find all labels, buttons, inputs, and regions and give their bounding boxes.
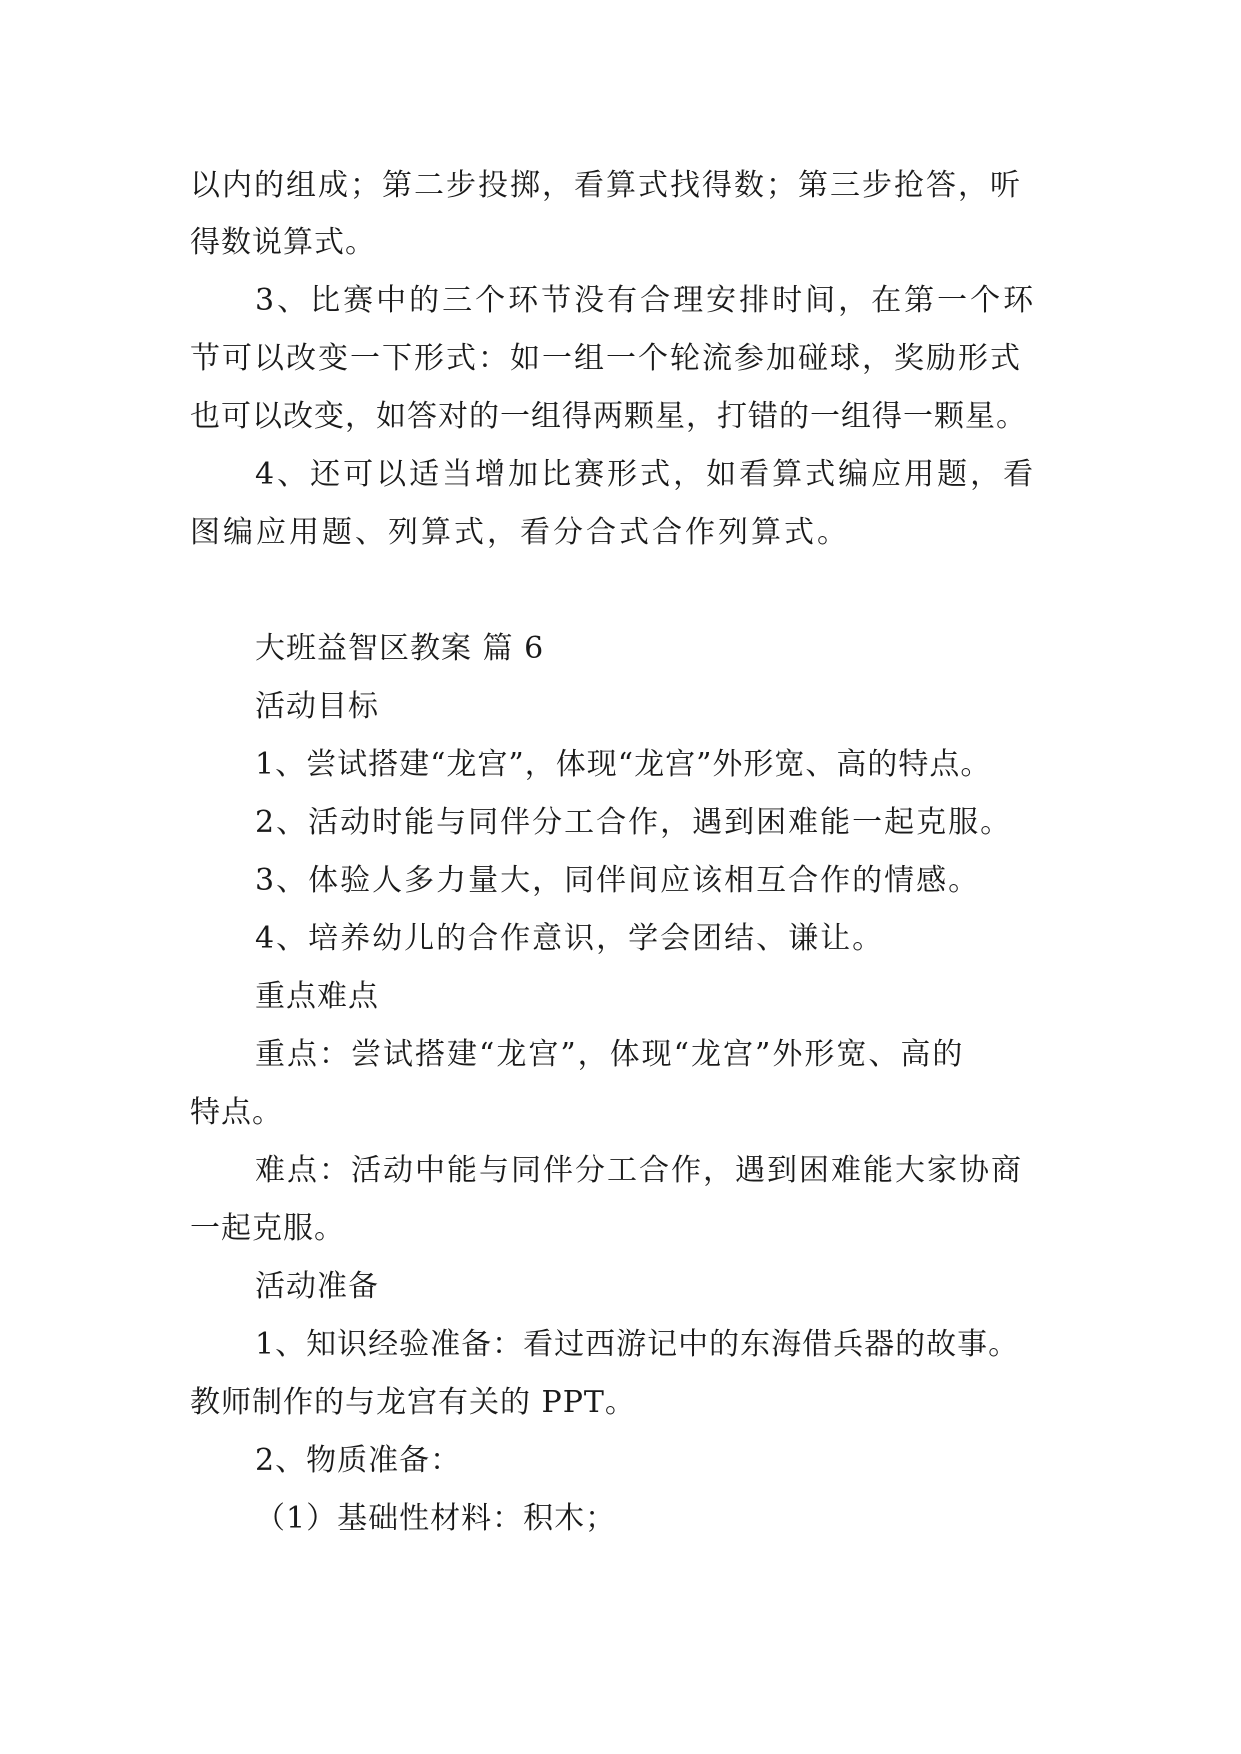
text-line: 得数说算式。 <box>190 225 376 260</box>
text-line: 4、还可以适当增加比赛形式，如看算式编应用题，看 <box>255 457 1037 492</box>
list-item: 1、知识经验准备：看过西游记中的东海借兵器的故事。 <box>255 1327 1020 1362</box>
list-item: 1、尝试搭建“龙宫”，体现“龙宫”外形宽、高的特点。 <box>255 747 992 782</box>
text-line: 也可以改变，如答对的一组得两颗星，打错的一组得一颗星。 <box>190 399 1027 434</box>
list-item: 4、培养幼儿的合作意识，学会团结、谦让。 <box>255 921 885 956</box>
list-item: （1）基础性材料：积木； <box>255 1501 617 1536</box>
text-line: 以内的组成；第二步投掷，看算式找得数；第三步抢答，听 <box>190 168 1022 203</box>
text-line: 3、比赛中的三个环节没有合理安排时间，在第一个环 <box>255 283 1037 318</box>
text-line: 节可以改变一下形式：如一组一个轮流参加碰球，奖励形式 <box>190 341 1022 376</box>
text-line: 图编应用题、列算式，看分合式合作列算式。 <box>190 515 850 550</box>
section-heading: 重点难点 <box>255 979 379 1014</box>
section-heading: 活动目标 <box>255 689 379 724</box>
text-line: 教师制作的与龙宫有关的 PPT。 <box>190 1385 636 1420</box>
list-item: 2、活动时能与同伴分工合作，遇到困难能一起克服。 <box>255 805 1013 840</box>
text-line: 难点：活动中能与同伴分工合作，遇到困难能大家协商 <box>255 1153 1023 1188</box>
text-line: 重点：尝试搭建“龙宫”，体现“龙宫”外形宽、高的 <box>255 1037 965 1072</box>
section-heading: 活动准备 <box>255 1269 379 1304</box>
text-line: 特点。 <box>190 1095 283 1130</box>
text-line: 一起克服。 <box>190 1211 345 1246</box>
list-item: 2、物质准备： <box>255 1443 462 1478</box>
list-item: 3、体验人多力量大，同伴间应该相互合作的情感。 <box>255 863 981 898</box>
section-heading: 大班益智区教案 篇 6 <box>255 631 545 666</box>
